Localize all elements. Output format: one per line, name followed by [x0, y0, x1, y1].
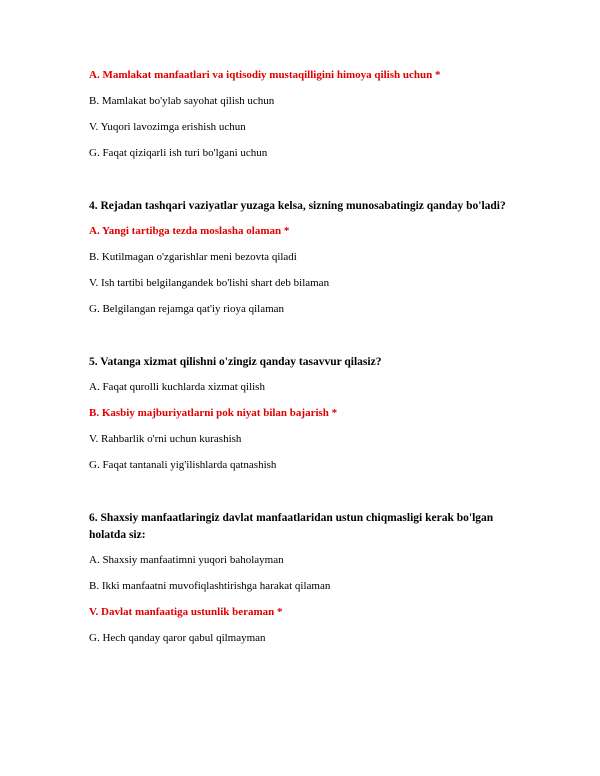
spacer [89, 484, 519, 510]
quiz-content [89, 68, 519, 657]
option-a: A. Mamlakat manfaatlari va iqtisodiy mustaqilligini himoya qilish uchun * [89, 69, 441, 81]
option-b: B. Kasbiy majburiyatlarni pok niyat bilan bajarish * [89, 407, 338, 419]
question-block-4 [89, 198, 519, 316]
option-v: V. Rahbarlik o'rni uchun kurashish [89, 433, 242, 445]
option-b: B. Ikki manfaatni muvofiqlashtirishga harakat qilaman [89, 580, 331, 592]
option-g: G. Faqat qiziqarli ish turi bo'lgani uchun [89, 147, 268, 159]
option-b: B. Kutilmagan o'zgarishlar meni bezovta qiladi [89, 251, 297, 263]
question-block-6 [89, 510, 519, 645]
option-a: A. Shaxsiy manfaatimni yuqori baholayman [89, 554, 284, 566]
question-block-3 [89, 68, 519, 160]
option-a: A. Yangi tartibga tezda moslasha olaman * [89, 225, 290, 237]
spacer [89, 328, 519, 354]
option-g: G. Hech qanday qaror qabul qilmayman [89, 632, 266, 644]
option-g: G. Faqat tantanali yig'ilishlarda qatnashish [89, 459, 277, 471]
question-text: 5. Vatanga xizmat qilishni o'zingiz qanday tasavvur qilasiz? [89, 356, 382, 368]
spacer [89, 172, 519, 198]
question-text: 6. Shaxsiy manfaatlaringiz davlat manfaatlaridan ustun chiqmasligi kerak bo'lgan holatda siz: [89, 512, 494, 541]
option-b: B. Mamlakat bo'ylab sayohat qilish uchun [89, 95, 275, 107]
option-v: V. Ish tartibi belgilangandek bo'lishi shart deb bilaman [89, 277, 330, 289]
option-v: V. Yuqori lavozimga erishish uchun [89, 121, 246, 133]
option-v: V. Davlat manfaatiga ustunlik beraman * [89, 606, 283, 618]
option-a: A. Faqat qurolli kuchlarda xizmat qilish [89, 381, 265, 393]
question-text: 4. Rejadan tashqari vaziyatlar yuzaga kelsa, sizning munosabatingiz qanday bo'ladi? [89, 200, 506, 212]
option-g: G. Belgilangan rejamga qat'iy rioya qilaman [89, 303, 285, 315]
question-block-5 [89, 354, 519, 472]
